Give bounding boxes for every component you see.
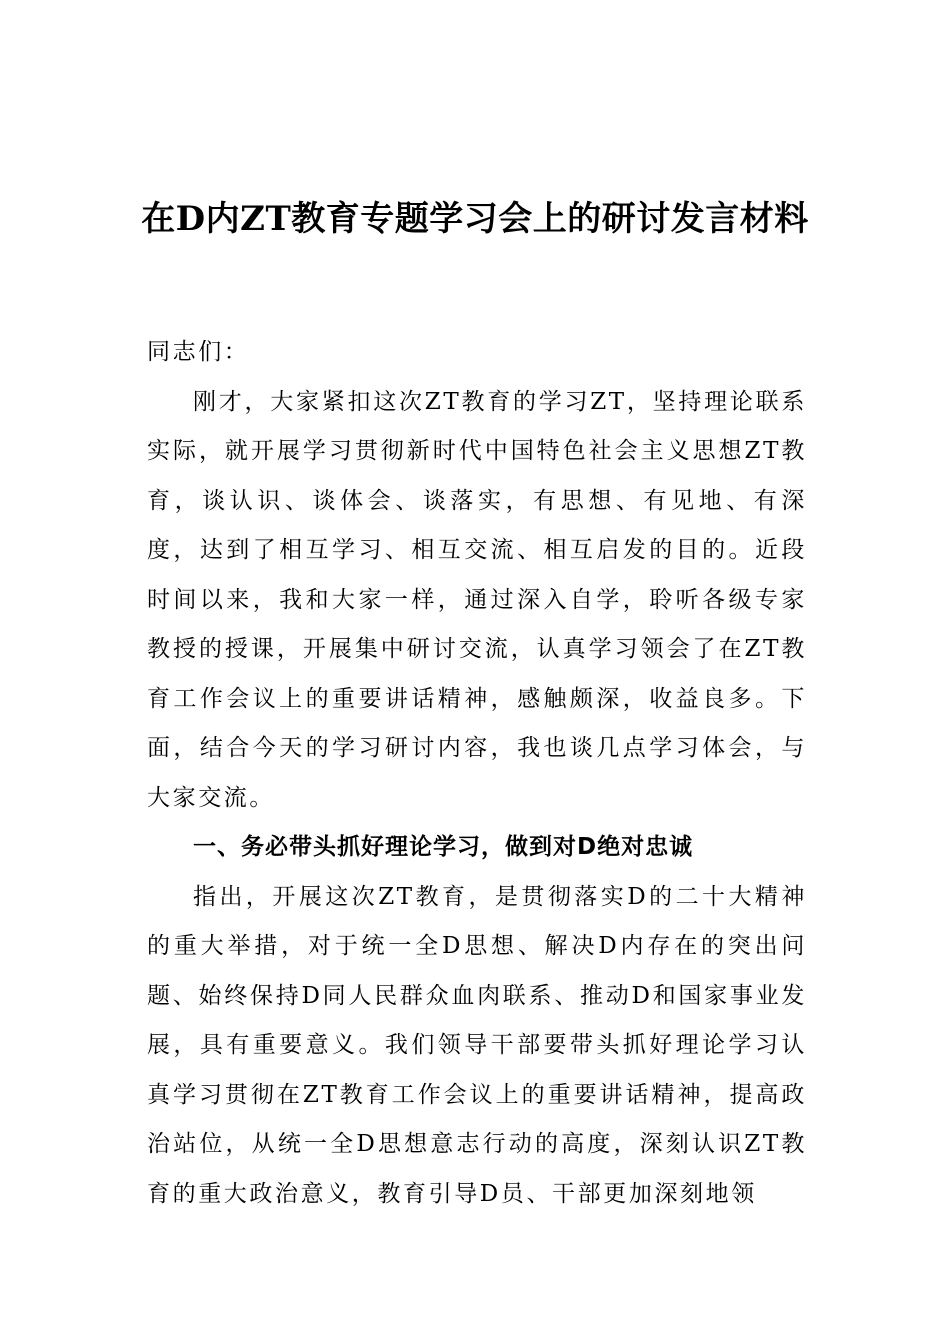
section-heading: 一、务必带头抓好理论学习，做到对D绝对忠诚 bbox=[193, 834, 694, 860]
section-paragraph: 指出，开展这次ZT教育，是贯彻落实D的二十大精神的重大举措，对于统一全D思想、解决D内存在的突出问题、始终保持D同人民群众血肉联系、推动D和国家事业发展，具有重要意义。我们领导干部要带头抓好理论学习认真学习贯彻在ZT教育工作会议上的重要讲话精神，提高政治站位，从统一全D思想意志行动的高度，深刻认识ZT教育的重大政治意义，教育引导D员、干部更加深刻地领 bbox=[147, 883, 807, 1207]
document-body bbox=[147, 328, 807, 1219]
salutation: 同志们： bbox=[147, 339, 250, 365]
document-title: 在D内ZT教育专题学习会上的研讨发言材料 bbox=[141, 198, 809, 239]
intro-paragraph: 刚才，大家紧扣这次ZT教育的学习ZT，坚持理论联系实际，就开展学习贯彻新时代中国特色社会主义思想ZT教育，谈认识、谈体会、谈落实，有思想、有见地、有深度，达到了相互学习、相互交流、相互启发的目的。近段时间以来，我和大家一样，通过深入自学，聆听各级专家教授的授课，开展集中研讨交流，认真学习领会了在ZT教育工作会议上的重要讲话精神，感触颇深，收益良多。下面，结合今天的学习研讨内容，我也谈几点学习体会，与大家交流。 bbox=[147, 388, 807, 811]
